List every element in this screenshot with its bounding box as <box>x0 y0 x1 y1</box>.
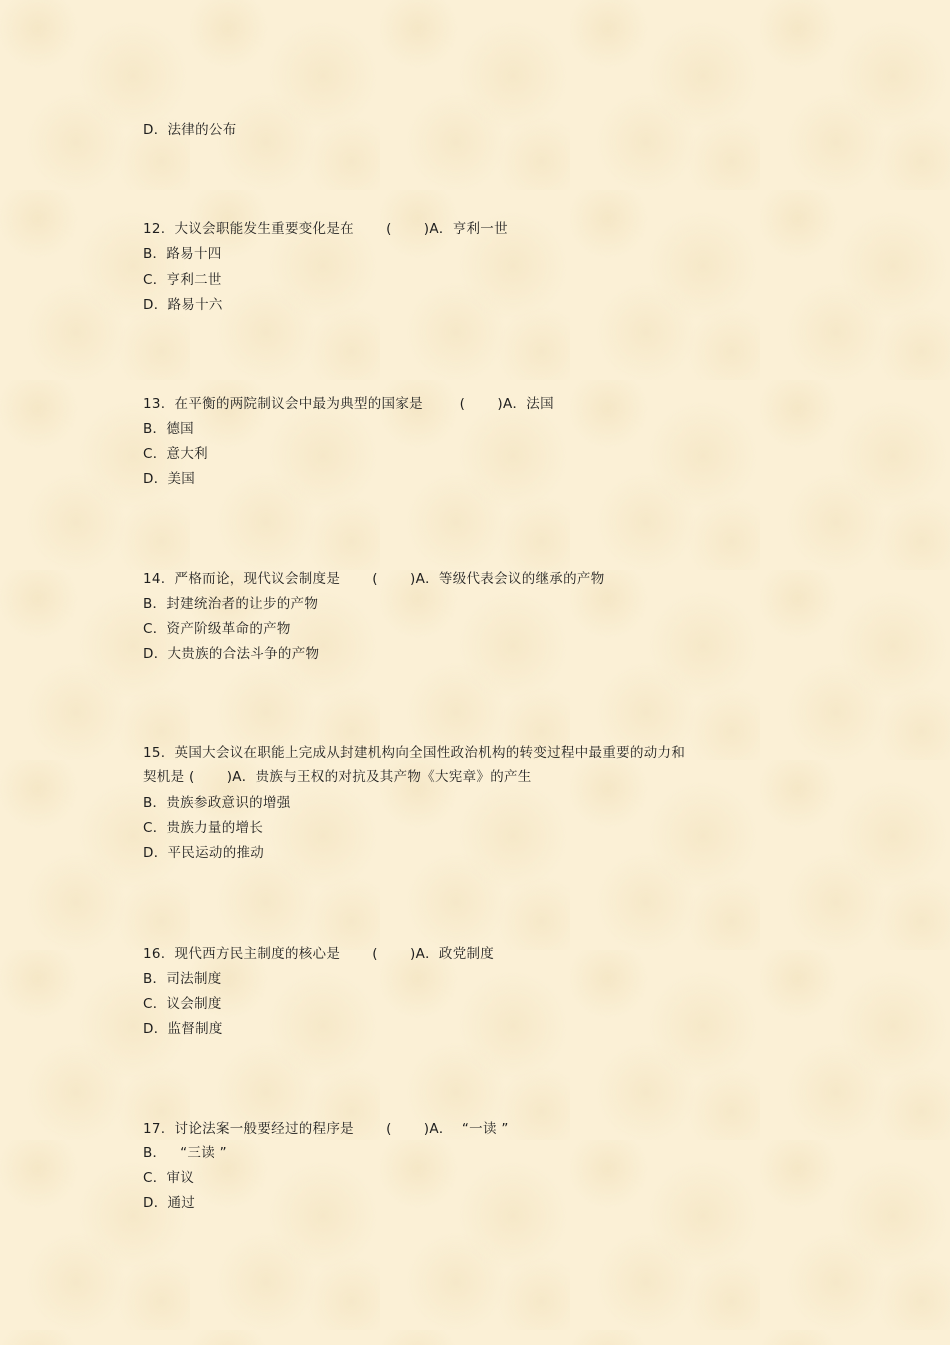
q13-option-d: D．美国 <box>143 471 196 487</box>
q16-option-c: C．议会制度 <box>143 996 222 1012</box>
q15-stem-line2-option-a: 契机是 ( )A．贵族与王权的对抗及其产物《大宪章》的产生 <box>143 769 532 785</box>
q13-stem-option-a: 13. 在平衡的两院制议会中最为典型的国家是 ( )A．法国 <box>143 396 554 412</box>
q14-stem-option-a: 14. 严格而论，现代议会制度是 ( )A．等级代表会议的继承的产物 <box>143 571 605 587</box>
q17-stem-option-a: 17. 讨论法案一般要经过的程序是 ( )A． “一读 ” <box>143 1121 509 1137</box>
q15-option-c: C．贵族力量的增长 <box>143 820 264 836</box>
q13-option-b: B．德国 <box>143 421 194 437</box>
q14-option-d: D．大贵族的合法斗争的产物 <box>143 646 320 662</box>
q15-option-d: D．平民运动的推动 <box>143 845 265 861</box>
q16-stem-option-a: 16. 现代西方民主制度的核心是 ( )A．政党制度 <box>143 946 495 962</box>
q15-option-b: B．贵族参政意识的增强 <box>143 795 291 811</box>
q12-option-b: B．路易十四 <box>143 246 222 262</box>
q14-option-c: C．资产阶级革命的产物 <box>143 621 291 637</box>
q15-stem-line1: 15. 英国大会议在职能上完成从封建机构向全国性政治机构的转变过程中最重要的动力和 <box>143 745 686 761</box>
q12-stem-option-a: 12. 大议会职能发生重要变化是在 ( )A．亨利一世 <box>143 221 508 237</box>
q16-option-d: D．监督制度 <box>143 1021 223 1037</box>
q17-option-c: C．审议 <box>143 1170 195 1186</box>
q11-option-d: D．法律的公布 <box>143 122 237 138</box>
q13-option-c: C．意大利 <box>143 446 208 462</box>
q17-option-b: B． “三读 ” <box>143 1145 227 1161</box>
q16-option-b: B．司法制度 <box>143 971 222 987</box>
q12-option-c: C．亨利二世 <box>143 272 222 288</box>
q17-option-d: D．通过 <box>143 1195 196 1211</box>
q12-option-d: D．路易十六 <box>143 297 223 313</box>
q14-option-b: B．封建统治者的让步的产物 <box>143 596 319 612</box>
